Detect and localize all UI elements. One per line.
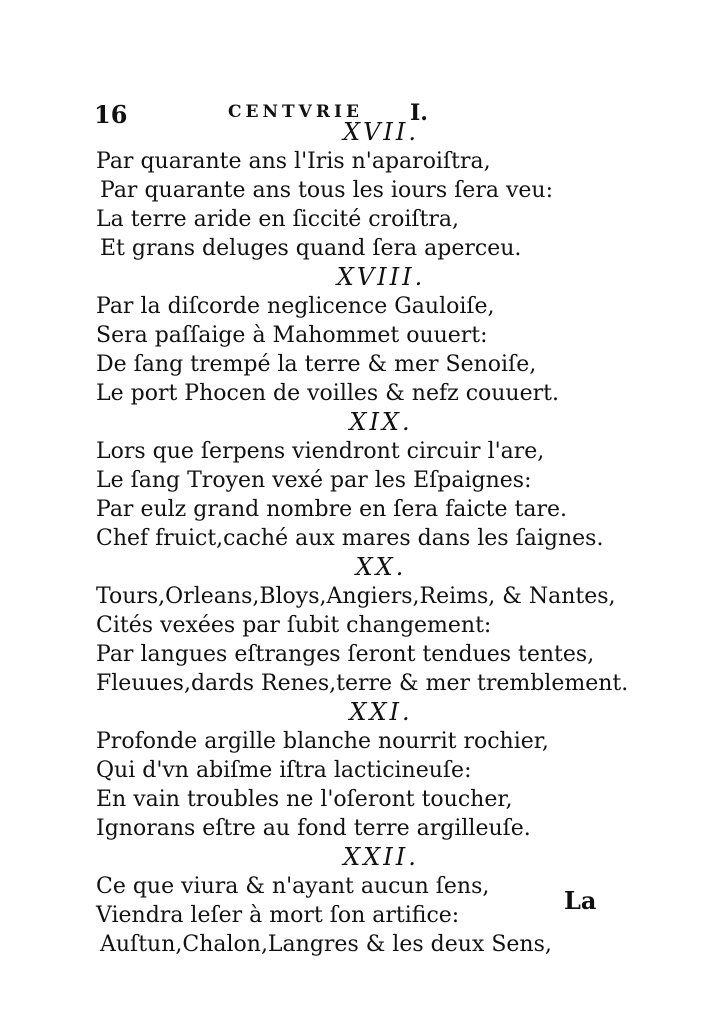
- verse-line: Viendra leſer à mort ſon artifice:: [96, 903, 460, 928]
- quatrain-number: XVIII.: [336, 263, 426, 291]
- text-block: [96, 118, 636, 959]
- verse-line: De ſang trempé la terre & mer Senoiſe,: [96, 352, 537, 377]
- verse-line: Tours,Orleans,Bloys,Angiers,Reims, & Nantes,: [96, 584, 616, 609]
- verse-line: Fleuues,dards Renes,terre & mer tremblement.: [96, 671, 629, 696]
- verse-line: Et grans deluges quand ſera aperceu.: [100, 236, 522, 261]
- quatrain: [96, 843, 636, 959]
- quatrain-number: XIX.: [349, 408, 413, 436]
- verse-line: Par quarante ans tous les iours ſera veu:: [100, 178, 553, 203]
- verse-line: Ce que viura & n'ayant aucun ſens,: [96, 874, 490, 899]
- verse-line: Par eulz grand nombre en ſera faicte tare.: [96, 497, 568, 522]
- page-number: 16: [94, 100, 128, 129]
- verse-line: Lors que ſerpens viendront circuir l'are,: [96, 439, 545, 464]
- header-numeral: I.: [410, 100, 428, 126]
- verse-line: Le ſang Troyen vexé par les Eſpaignes:: [96, 468, 532, 493]
- verse-line: Auſtun,Chalon,Langres & les deux Sens,: [100, 932, 552, 957]
- verse-line: Sera paſſaige à Mahommet ouuert:: [96, 323, 488, 348]
- verse-line: Chef fruict,caché aux mares dans les ſaignes.: [96, 526, 604, 551]
- quatrain: [96, 553, 636, 698]
- quatrain: [96, 408, 636, 553]
- verse-line: Profonde argille blanche nourrit rochier,: [96, 729, 549, 754]
- verse-line: La terre aride en ſiccité croiſtra,: [96, 207, 460, 232]
- verse-line: Par la diſcorde neglicence Gauloiſe,: [96, 294, 495, 319]
- quatrain-number: XXII.: [343, 843, 419, 871]
- verse-line: Par langues eſtranges ſeront tendues tentes,: [96, 642, 595, 667]
- verse-line: Cités vexées par ſubit changement:: [96, 613, 492, 638]
- quatrain: [96, 698, 636, 843]
- quatrain-number: XX.: [355, 553, 407, 581]
- header-title: CENTVRIE: [228, 102, 363, 122]
- quatrain-number: XVII.: [342, 118, 419, 146]
- verse-line: Par quarante ans l'Iris n'aparoiſtra,: [96, 149, 491, 174]
- verse-line: Qui d'vn abiſme iſtra lacticineuſe:: [96, 758, 472, 783]
- verse-line: Ignorans eſtre au fond terre argilleuſe.: [96, 816, 531, 841]
- verse-line: Le port Phocen de voilles & nefz couuert.: [96, 381, 559, 406]
- quatrain: [96, 263, 636, 408]
- quatrain: [96, 118, 636, 263]
- verse-line: En vain troubles ne l'oſeront toucher,: [96, 787, 513, 812]
- catchword: La: [564, 886, 597, 915]
- quatrain-number: XXI.: [349, 698, 413, 726]
